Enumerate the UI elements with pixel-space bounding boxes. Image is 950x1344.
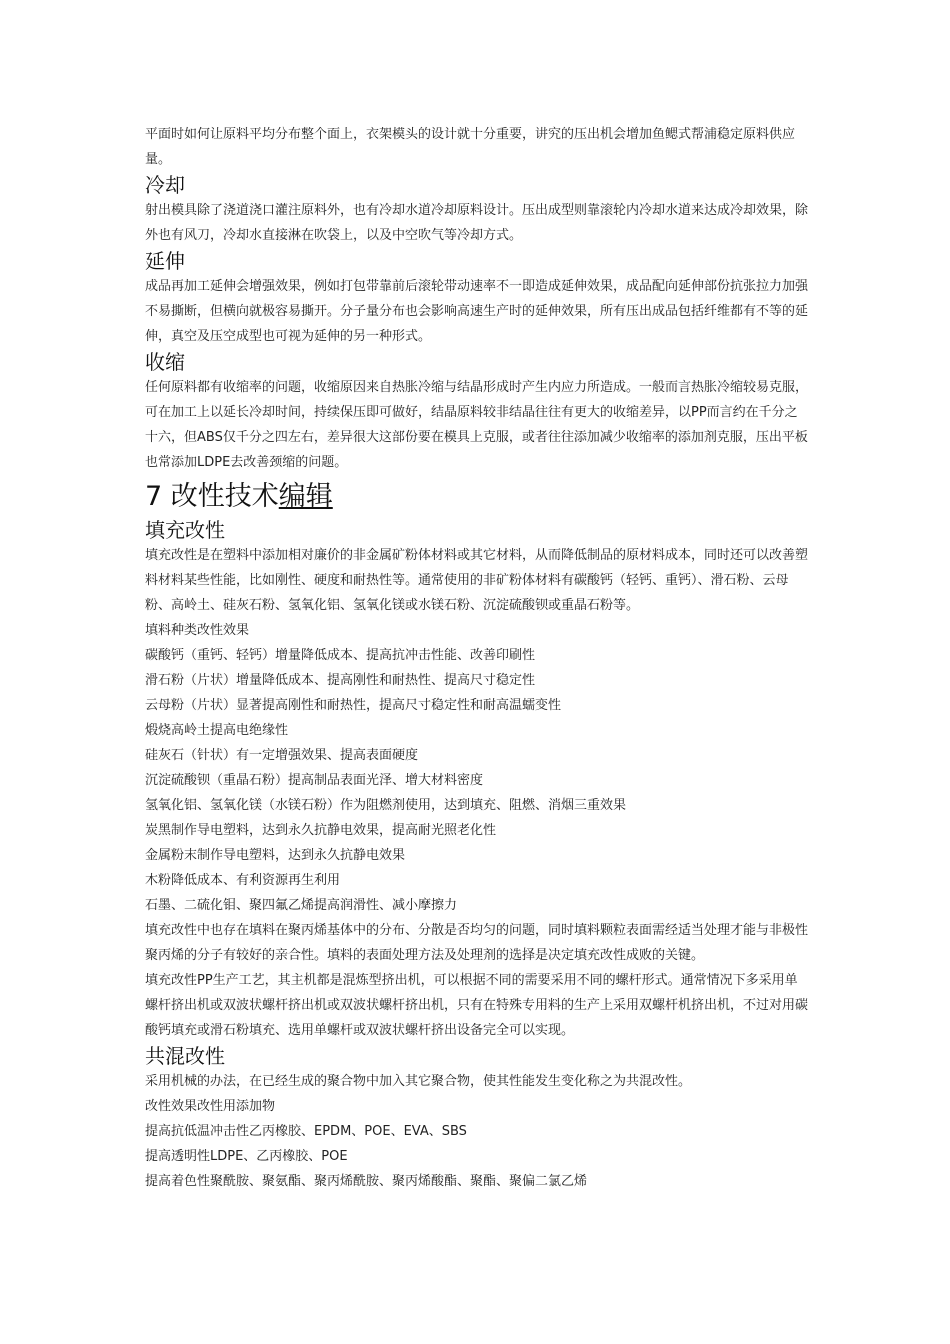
paragraph-stretch: 成品再加工延伸会增强效果，例如打包带靠前后滚轮带动速率不一即造成延伸效果，成品配向延伸部份抗张拉力加强不易撕断，但横向就极容易撕开。分子量分布也会影响高速生产时的延伸效果，所有压出成品包括纤维都有不等的延伸，真空及压空成型也可视为延伸的另一种形式。: [145, 279, 809, 344]
list-item: 煅烧高岭土提高电绝缘性: [145, 723, 289, 738]
list-item: 滑石粉（片状）增量降低成本、提高刚性和耐热性、提高尺寸稳定性: [145, 673, 536, 688]
heading-cooling: 冷却: [145, 173, 185, 197]
list-item: 木粉降低成本、有利资源再生利用: [145, 873, 341, 888]
heading-stretch: 延伸: [145, 249, 185, 273]
paragraph-fill-3: 填充改性PP生产工艺，其主机都是混炼型挤出机，可以根据不同的需要采用不同的螺杆形式。通常情况下多采用单螺杆挤出机或双波状螺杆挤出机或双波状螺杆挤出机，只有在特殊专用料的生产上采用双螺杆机挤出机，不过对用碳酸钙填充或滑石粉填充、选用单螺杆或双波状螺杆挤出设备完全可以实现。: [145, 973, 809, 1038]
heading-shrink: 收缩: [145, 350, 185, 374]
paragraph-blend: 采用机械的办法，在已经生成的聚合物中加入其它聚合物，使其性能发生变化称之为共混改性。: [145, 1074, 692, 1089]
heading-blend: 共混改性: [145, 1044, 225, 1068]
list-item: 云母粉（片状）显著提高刚性和耐热性，提高尺寸稳定性和耐高温蠕变性: [145, 698, 562, 713]
list-item: 氢氧化铝、氢氧化镁（水镁石粉）作为阻燃剂使用，达到填充、阻燃、消烟三重效果: [145, 798, 627, 813]
list-item: 金属粉末制作导电塑料，达到永久抗静电效果: [145, 848, 406, 863]
list-item: 提高透明性LDPE、乙丙橡胶、POE: [145, 1149, 348, 1164]
paragraph-shrink: 任何原料都有收缩率的问题，收缩原因来自热胀冷缩与结晶形成时产生内应力所造成。一般而言热胀冷缩较易克服，可在加工上以延长冷却时间，持续保压即可做好，结晶原料较非结晶往往有更大的收缩差异，以PP而言约在千分之十六，但ABS仅千分之四左右，差异很大这部份要在模具上克服，或者往往添加减少收缩率的添加剂克服，压出平板也常添加LDPE去改善颈缩的问题。: [145, 380, 809, 470]
heading-modification-title: 7 改性技术: [145, 481, 279, 512]
edit-link[interactable]: 编辑: [278, 481, 333, 512]
list-item: 沉淀硫酸钡（重晶石粉）提高制品表面光泽、增大材料密度: [145, 773, 484, 788]
list-item: 提高抗低温冲击性乙丙橡胶、EPDM、POE、EVA、SBS: [145, 1124, 467, 1139]
list-item: 硅灰石（针状）有一定增强效果、提高表面硬度: [145, 748, 419, 763]
paragraph-fill: 填充改性是在塑料中添加相对廉价的非金属矿粉体材料或其它材料，从而降低制品的原材料成本，同时还可以改善塑料材料某些性能，比如刚性、硬度和耐热性等。通常使用的非矿粉体材料有碳酸钙（轻钙、重钙）、滑石粉、云母粉、高岭土、硅灰石粉、氢氧化铝、氢氧化镁或水镁石粉、沉淀硫酸钡或重晶石粉等。: [145, 548, 809, 613]
paragraph-cooling: 射出模具除了浇道浇口灌注原料外，也有冷却水道冷却原料设计。压出成型则靠滚轮内冷却水道来达成冷却效果，除外也有风刀，冷却水直接淋在吹袋上，以及中空吹气等冷却方式。: [145, 203, 809, 243]
heading-fill: 填充改性: [145, 518, 225, 542]
list-item: 改性效果改性用添加物: [145, 1099, 276, 1114]
list-item: 碳酸钙（重钙、轻钙）增量降低成本、提高抗冲击性能、改善印刷性: [145, 648, 536, 663]
list-item: 炭黑制作导电塑料，达到永久抗静电效果，提高耐光照老化性: [145, 823, 497, 838]
paragraph-fill-2: 填充改性中也存在填料在聚丙烯基体中的分布、分散是否均匀的问题，同时填料颗粒表面需经适当处理才能与非极性聚丙烯的分子有较好的亲合性。填料的表面处理方法及处理剂的选择是决定填充改性成败的关键。: [145, 923, 809, 963]
heading-modification: [145, 479, 810, 515]
document-page: [145, 122, 810, 1194]
list-item: 石墨、二硫化钼、聚四氟乙烯提高润滑性、减小摩擦力: [145, 898, 458, 913]
list-item: 填料种类改性效果: [145, 623, 250, 638]
paragraph-intro: 平面时如何让原料平均分布整个面上，衣架模头的设计就十分重要，讲究的压出机会增加鱼鳃式帮浦稳定原料供应量。: [145, 127, 796, 167]
list-item: 提高着色性聚酰胺、聚氨酯、聚丙烯酰胺、聚丙烯酸酯、聚酯、聚偏二氯乙烯: [145, 1174, 588, 1189]
